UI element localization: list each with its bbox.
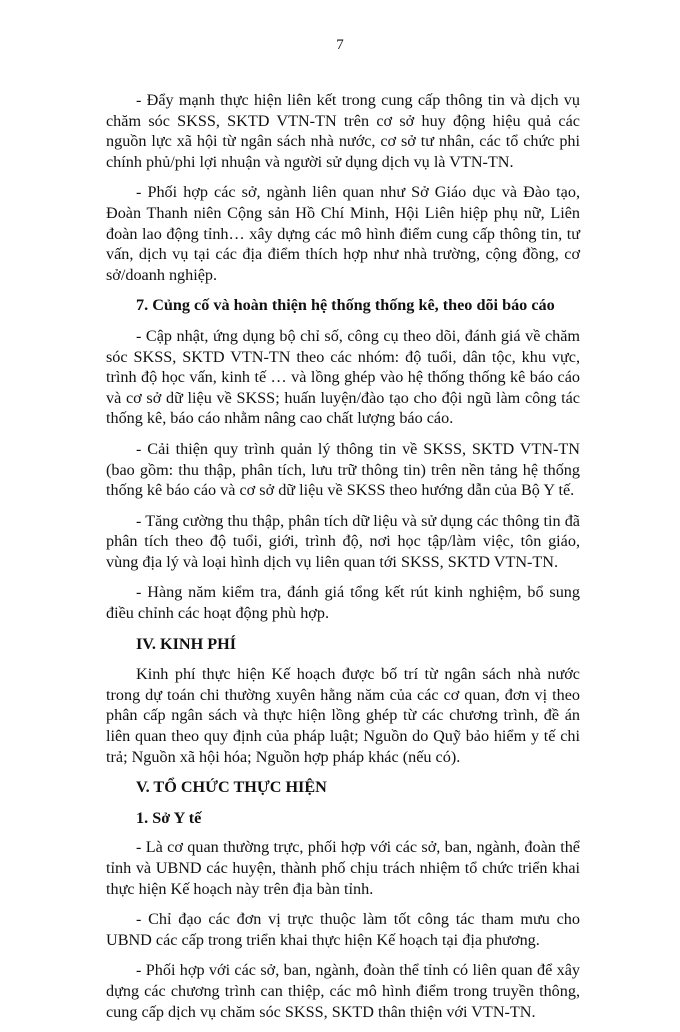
document-body <box>106 90 580 1032</box>
paragraph-standing-agency: - Là cơ quan thường trực, phối hợp với các sở, ban, ngành, đoàn thể tỉnh và UBND các huyện, thành phố chịu trách nhiệm tổ chức triển khai thực hiện Kế hoạch này trên địa bàn tỉnh. <box>106 838 580 898</box>
paragraph-annual-review: - Hàng năm kiểm tra, đánh giá tổng kết rút kinh nghiệm, bổ sung điều chỉnh các hoạt động phù hợp. <box>106 583 580 623</box>
paragraph-info-management: - Cải thiện quy trình quản lý thông tin về SKSS, SKTD VTN-TN (bao gồm: thu thập, phân tích, lưu trữ thông tin) trên nền tảng hệ thống thống kê báo cáo và cơ sở dữ liệu về SKSS theo hướng dẫn của Bộ Y tế. <box>106 439 580 500</box>
page-number: 7 <box>336 37 344 53</box>
section-heading-budget: IV. KINH PHÍ <box>136 634 236 653</box>
paragraph-intervention-programs: - Phối hợp với các sở, ban, ngành, đoàn thể tỉnh có liên quan để xây dựng các chương trình can thiệp, các mô hình điểm trong truyền thông, cung cấp dịch vụ chăm sóc SKSS, SKTD thân thiện với VTN-TN. <box>106 961 580 1021</box>
paragraph-data-collection: - Tăng cường thu thập, phân tích dữ liệu và sử dụng các thông tin đã phân tích theo độ tuổi, giới, trình độ, nơi học tập/làm việc, tôn giáo, vùng địa lý và loại hình dịch vụ liên quan tới SKSS, SKTD VTN-TN. <box>106 511 580 571</box>
subsection-heading-health-dept: 1. Sở Y tế <box>136 808 202 827</box>
paragraph-indicator-update: - Cập nhật, ứng dụng bộ chỉ số, công cụ theo dõi, đánh giá về chăm sóc SKSS, SKTD VTN-TN theo các nhóm: độ tuổi, dân tộc, khu vực, trình độ học vấn, kinh tế … và lồng ghép vào hệ thống thống kê báo cáo và cơ sở dữ liệu về SKSS; huấn luyện/đào tạo cho đội ngũ làm công tác thống kê, báo cáo nhằm nâng cao chất lượng báo cáo. <box>106 326 580 428</box>
section-heading-implementation: V. TỔ CHỨC THỰC HIỆN <box>136 778 327 797</box>
paragraph-budget: Kinh phí thực hiện Kế hoạch được bố trí từ ngân sách nhà nước trong dự toán chi thường xuyên hằng năm của các cơ quan, đơn vị theo phân cấp ngân sách và thực hiện lồng ghép từ các chương trình, đề án liên quan theo quy định của pháp luật; Nguồn do Quỹ bảo hiểm y tế chi trả; Nguồn xã hội hóa; Nguồn hợp pháp khác (nếu có). <box>106 665 580 766</box>
paragraph-direct-units: - Chỉ đạo các đơn vị trực thuộc làm tốt công tác tham mưu cho UBND các cấp trong triển khai thực hiện Kế hoạch tại địa phương. <box>106 910 580 949</box>
paragraph-linkage: - Đẩy mạnh thực hiện liên kết trong cung cấp thông tin và dịch vụ chăm sóc SKSS, SKTD VTN-TN trên cơ sở huy động hiệu quả các nguồn lực xã hội từ ngân sách nhà nước, cơ sở tư nhân, các tổ chức phi chính phủ/phi lợi nhuận và người sử dụng dịch vụ là VTN-TN. <box>106 91 580 171</box>
section-heading-7: 7. Củng cố và hoàn thiện hệ thống thống kê, theo dõi báo cáo <box>136 296 555 315</box>
paragraph-coordination: - Phối hợp các sở, ngành liên quan như Sở Giáo dục và Đào tạo, Đoàn Thanh niên Cộng sản Hồ Chí Minh, Hội Liên hiệp phụ nữ, Liên đoàn lao động tỉnh… xây dựng các mô hình điểm cung cấp thông tin, tư vấn, dịch vụ tại các địa điểm thích hợp như nhà trường, cộng đồng, cơ sở/doanh nghiệp. <box>106 183 580 284</box>
